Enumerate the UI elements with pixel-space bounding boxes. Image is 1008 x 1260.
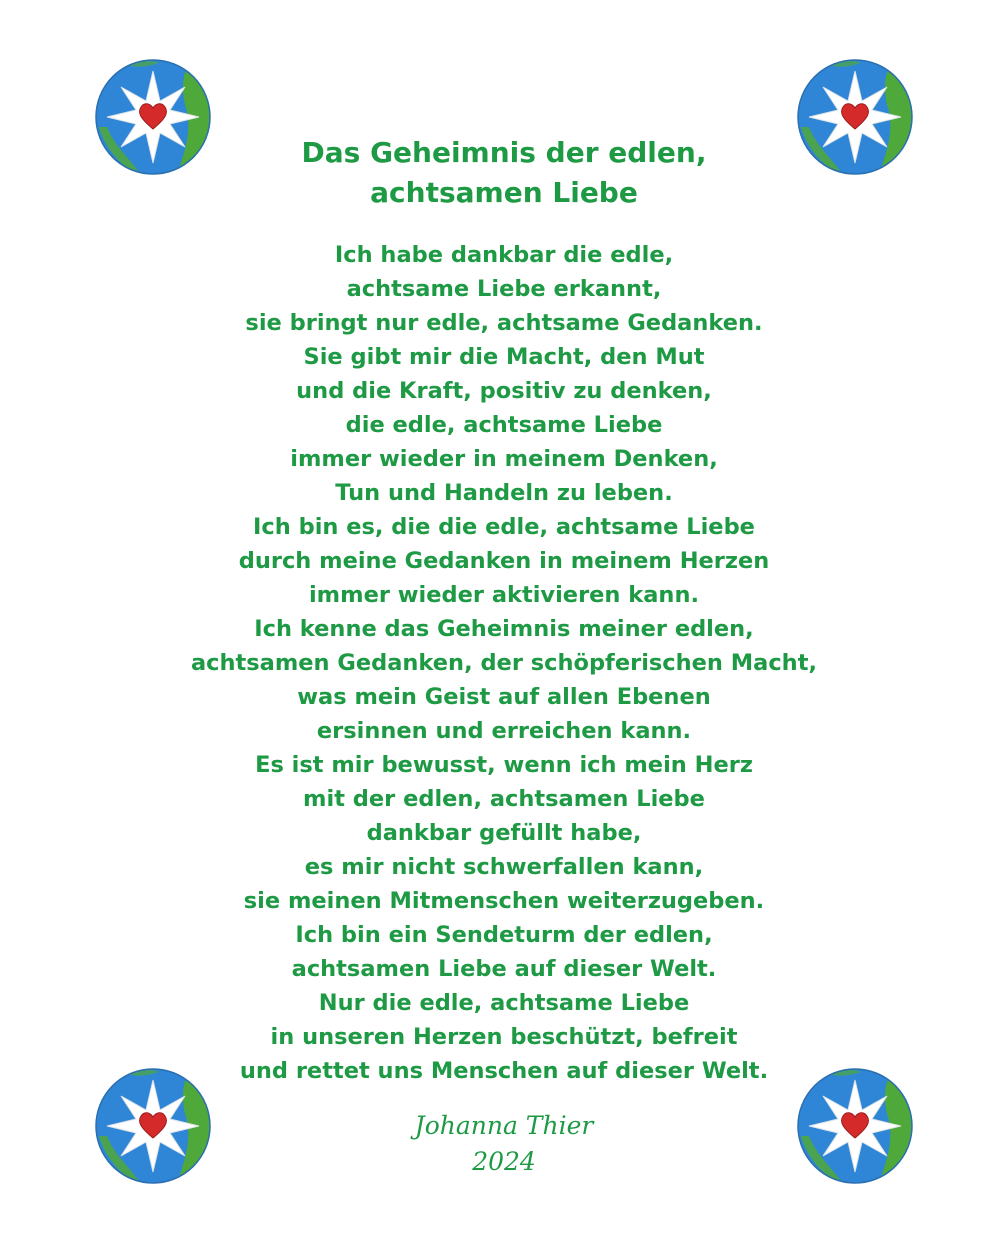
- poem-line: Ich bin es, die die edle, achtsame Liebe: [253, 514, 755, 540]
- poem-line: immer wieder aktivieren kann.: [308, 582, 700, 608]
- poem-line: durch meine Gedanken in meinem Herzen: [238, 548, 770, 574]
- poem-body: [0, 238, 1008, 1088]
- poem-line: achtsamen Liebe auf dieser Welt.: [291, 956, 717, 982]
- poem-line: achtsamen Gedanken, der schöpferischen Macht,: [190, 650, 818, 676]
- poem-line: Ich kenne das Geheimnis meiner edlen,: [254, 616, 754, 642]
- author-name: Johanna Thier: [414, 1111, 594, 1140]
- poem-title: [0, 133, 1008, 213]
- poem-line: sie meinen Mitmenschen weiterzugeben.: [243, 888, 765, 914]
- poem-line: Ich habe dankbar die edle,: [334, 242, 674, 268]
- poem-line: dankbar gefüllt habe,: [366, 820, 642, 846]
- poem-line: die edle, achtsame Liebe: [345, 412, 663, 438]
- poem-line: ersinnen und erreichen kann.: [316, 718, 692, 744]
- poem-line: Nur die edle, achtsame Liebe: [318, 990, 690, 1016]
- poem-line: und rettet uns Menschen auf dieser Welt.: [239, 1058, 769, 1084]
- poem-line: in unseren Herzen beschützt, befreit: [270, 1024, 738, 1050]
- title-line-1: Das Geheimnis der edlen,: [301, 136, 707, 169]
- poem-line: und die Kraft, positiv zu denken,: [296, 378, 712, 404]
- poem-line: sie bringt nur edle, achtsame Gedanken.: [245, 310, 763, 336]
- poem-line: Ich bin ein Sendeturm der edlen,: [295, 922, 713, 948]
- poem-line: immer wieder in meinem Denken,: [290, 446, 718, 472]
- poem-year: 2024: [472, 1147, 536, 1176]
- poem-line: achtsame Liebe erkannt,: [346, 276, 662, 302]
- poem-line: Es ist mir bewusst, wenn ich mein Herz: [255, 752, 753, 778]
- title-line-2: achtsamen Liebe: [370, 176, 638, 209]
- poem-line: Sie gibt mir die Macht, den Mut: [303, 344, 705, 370]
- poem-line: mit der edlen, achtsamen Liebe: [303, 786, 705, 812]
- poem-line: Tun und Handeln zu leben.: [335, 480, 673, 506]
- poem-line: es mir nicht schwerfallen kann,: [304, 854, 704, 880]
- poem-line: was mein Geist auf allen Ebenen: [297, 684, 711, 710]
